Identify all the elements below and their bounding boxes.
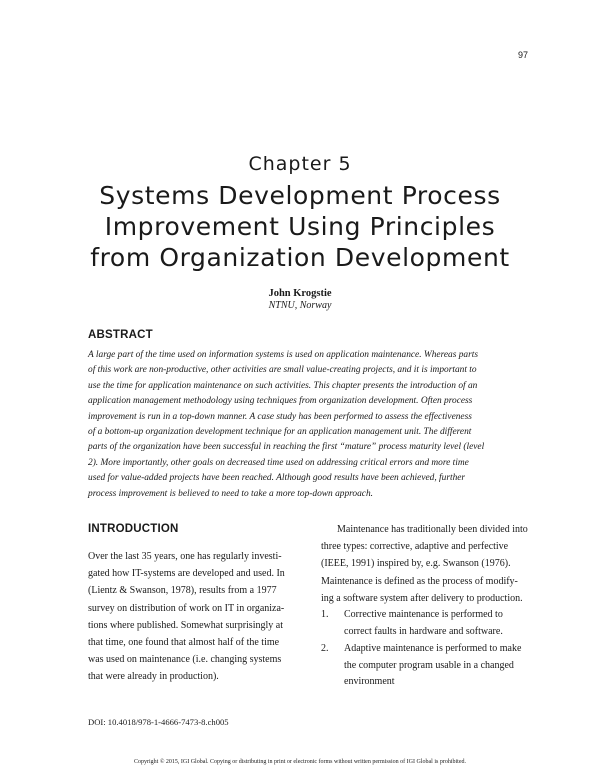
body-line: was used on maintenance (i.e. changing systems [88,654,282,666]
title-line: Improvement Using Principles [104,212,496,241]
list-line: the computer program usable in a changed [344,659,514,671]
copyright-notice: Copyright © 2015, IGI Global. Copying or distributing in print or electronic forms without written permission of IGI Global is prohibited. [133,759,466,765]
list-item-body [344,607,503,640]
title-line: from Organization Development [90,243,510,272]
abstract-line: used for value-added projects have been reached. Although good results have been achieved, further [88,473,466,484]
list-line: Adaptive maintenance is performed to make [344,643,522,654]
abstract-line: A large part of the time used on information systems is used on application maintenance. Whereas parts [88,350,478,360]
chapter-label: Chapter 5 [248,153,352,175]
author-affiliation: NTNU, Norway [268,300,332,311]
introduction-left-column [88,548,293,686]
body-line: Maintenance is defined as the process of modify- [321,575,518,587]
abstract-heading: ABSTRACT [88,329,153,341]
abstract-line: parts of the organization have been successful in reaching the first “mature” process maturity level (level [88,442,485,453]
body-line: survey on distribution of work on IT in organiza- [88,602,285,614]
list-number: 1. [321,609,329,620]
body-line: tions where published. Somewhat surprisingly at [88,619,283,631]
abstract-line: improvement is run in a top-down manner. A case study has been performed to assess the effectiveness [88,411,472,422]
abstract-line: of this work are non-productive, other activities are small value-creating projects, and it is important to [88,365,477,376]
body-line: (Lientz & Swanson, 1978), results from a 1977 [88,585,277,597]
page-number: 97 [517,50,528,60]
body-line: that time, one found that almost half of the time [88,637,280,649]
list-item-body [344,641,521,691]
list-line: correct faults in hardware and software. [344,625,503,637]
abstract-line: use the time for application maintenance on such activities. This chapter presents the introduction of an [88,380,478,391]
list-number: 2. [321,643,329,654]
abstract-line: of a bottom-up organization development technique for an application management unit. The different [88,427,472,438]
doi: DOI: 10.4018/978-1-4666-7473-8.ch005 [88,717,229,727]
abstract-line: 2). More importantly, other goals on decreased time used on addressing critical errors and more time [88,457,469,468]
list-line: Corrective maintenance is performed to [344,609,503,620]
abstract-line: process improvement is believed to need to take a more top-down approach. [88,488,374,499]
abstract-text [88,348,526,502]
body-line: that were already in production). [88,671,219,683]
body-line: Over the last 35 years, one has regularly investi- [88,551,282,562]
introduction-right-column [321,521,531,607]
body-line: gated how IT-systems are developed and used. In [88,568,285,580]
body-line: ing a software system after delivery to production. [321,592,523,604]
abstract-line: application management methodology using techniques from organization development. Often process [88,396,473,407]
title-line: Systems Development Process [99,181,501,210]
body-line: Maintenance has traditionally been divided into [337,524,528,535]
author-name: John Krogstie [268,288,332,299]
list-line: environment [344,676,395,687]
body-line: three types: corrective, adaptive and perfective [321,541,509,553]
introduction-heading: INTRODUCTION [88,523,179,535]
chapter-title [0,180,600,273]
body-line: (IEEE, 1991) inspired by, e.g. Swanson (1976). [321,558,511,570]
